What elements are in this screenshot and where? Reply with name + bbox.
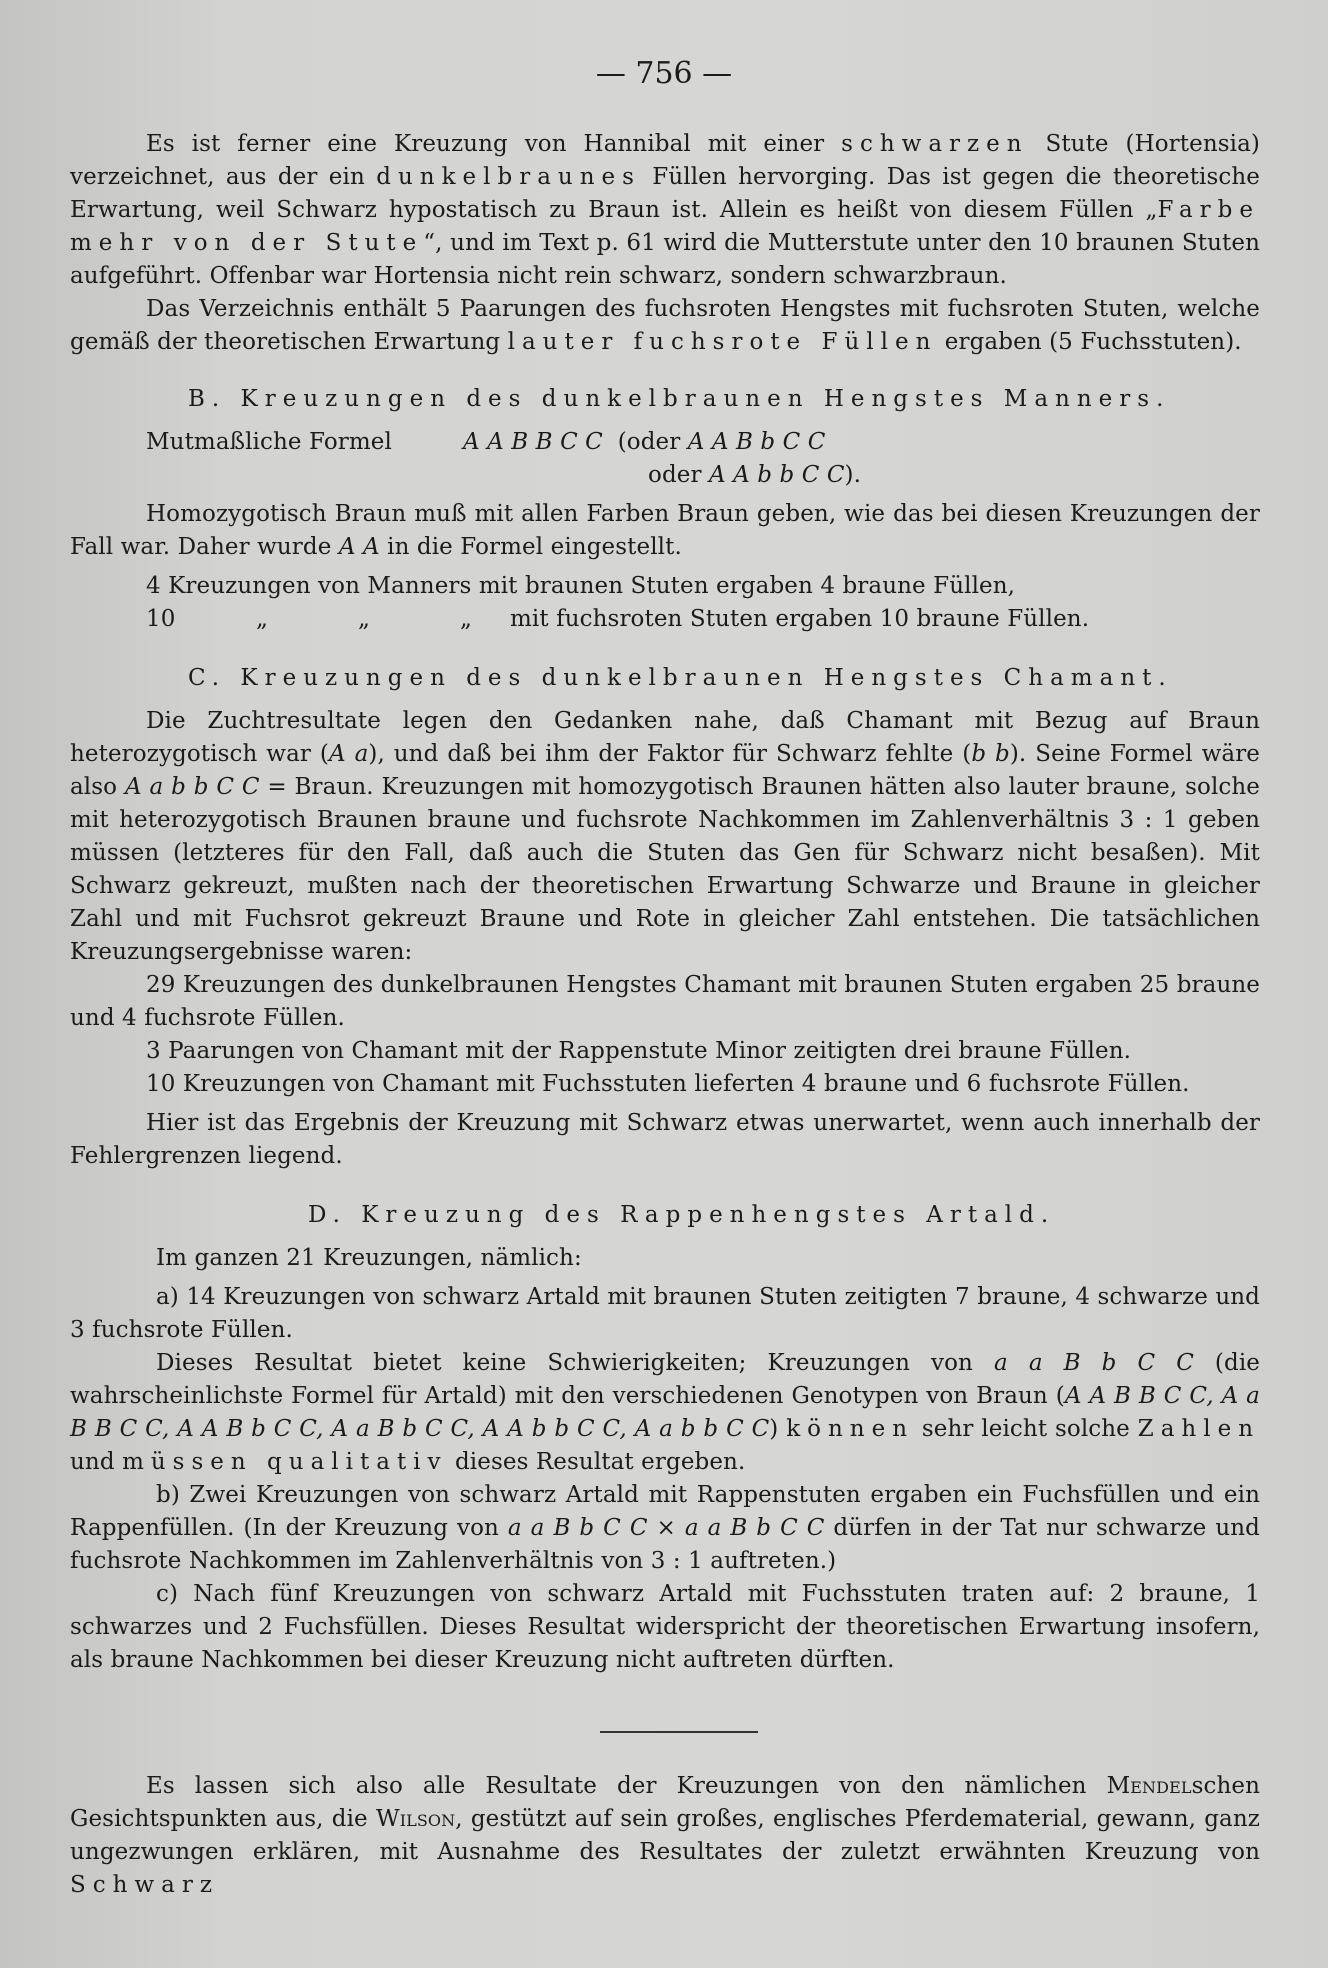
paragraph-fuchsrot: Das Verzeichnis enthält 5 Paarungen des fuchsroten Hengstes mit fuchsroten Stuten, welche gemäß der theoretischen Erwartung lauter fuchsrote Füllen ergaben (5 Fuchsstuten). (70, 296, 1260, 355)
conclusion-column (70, 1770, 1260, 1902)
result-manners-1: 4 Kreuzungen von Manners mit braunen Stuten ergaben 4 braune Füllen, (146, 573, 1016, 599)
formula-label: Mutmaßliche Formel (146, 429, 392, 455)
paragraph-fehlergrenzen: Hier ist das Ergebnis der Kreuzung mit Schwarz etwas unerwartet, wenn auch innerhalb der Fehlergrenzen liegend. (70, 1110, 1260, 1169)
formula-row (70, 426, 1260, 459)
paragraph-homozygotisch: Homozygotisch Braun muß mit allen Farben Braun geben, wie das bei diesen Kreuzungen der Fall war. Daher wurde A A in die Formel eingestellt. (70, 501, 1260, 560)
text-column (70, 128, 1260, 1677)
heading-section-c: C. Kreuzungen des dunkelbraunen Hengstes Chamant. (188, 665, 1173, 691)
result-chamant-2: 3 Paarungen von Chamant mit der Rappenstute Minor zeitigten drei braune Füllen. (146, 1038, 1132, 1064)
page-number: — 756 — (595, 56, 733, 91)
paragraph-conclusion: Es lassen sich also alle Resultate der Kreuzungen von den nämlichen Mendelschen Gesichtspunkten aus, die Wilson, gestützt auf sein großes, englisches Pferdematerial, gewann, ganz ungezwungen erklären, mit Ausnahme des Resultates der zuletzt erwähnten Kreuzung von Schwarz (70, 1773, 1260, 1898)
result-manners-2: 10 „ „ „ mit fuchsroten Stuten ergaben 10 braune Füllen. (146, 606, 1090, 632)
item-a: a) 14 Kreuzungen von schwarz Artald mit braunen Stuten zeitigten 7 braune, 4 schwarze und 3 fuchsrote Füllen. (70, 1284, 1260, 1343)
paragraph-intro-d: Im ganzen 21 Kreuzungen, nämlich: (156, 1245, 582, 1271)
item-a-note: Dieses Resultat bietet keine Schwierigkeiten; Kreuzungen von a a B b C C (die wahrscheinlichste Formel für Artald) mit den verschiedenen Genotypen von Braun (A A B B C C, A a B B C C, A A B b C C, A a B b C C, A A b b C C, A a b b C C) können sehr leicht solche Zahlen und müssen qualitativ dieses Resultat ergeben. (70, 1350, 1261, 1475)
formula-manners: A A B B C C (oder A A B b C C (463, 429, 826, 455)
heading-section-d: D. Kreuzung des Rappenhengstes Artald. (308, 1202, 1056, 1228)
formula-alternative: oder A A b b C C). (648, 462, 862, 488)
item-c: c) Nach fünf Kreuzungen von schwarz Artald mit Fuchsstuten traten auf: 2 braune, 1 schwarzes und 2 Fuchsfüllen. Dieses Resultat widerspricht der theoretischen Erwartung insofern, als braune Nachkommen bei dieser Kreuzung nicht auftreten dürften. (70, 1581, 1260, 1673)
heading-section-b: B. Kreuzungen des dunkelbraunen Hengstes Manners. (188, 386, 1171, 412)
item-b: b) Zwei Kreuzungen von schwarz Artald mit Rappenstuten ergaben ein Fuchsfüllen und ein Rappenfüllen. (In der Kreuzung von a a B b C C × a a B b C C dürfen in der Tat nur schwarze und fuchsrote Nachkommen im Zahlenverhältnis von 3 : 1 auftreten.) (70, 1482, 1260, 1574)
result-chamant-1: 29 Kreuzungen des dunkelbraunen Hengstes Chamant mit braunen Stuten ergaben 25 braune und 4 fuchsrote Füllen. (70, 972, 1260, 1031)
result-chamant-3: 10 Kreuzungen von Chamant mit Fuchsstuten lieferten 4 braune und 6 fuchsrote Füllen. (146, 1071, 1190, 1097)
paragraph-chamant: Die Zuchtresultate legen den Gedanken nahe, daß Chamant mit Bezug auf Braun heterozygotisch war (A a), und daß bei ihm der Faktor für Schwarz fehlte (b b). Seine Formel wäre also A a b b C C = Braun. Kreuzungen mit homozygotisch Braunen hätten also lauter braune, solche mit heterozygotisch Braunen braune und fuchsrote Nachkommen im Zahlenverhältnis 3 : 1 geben müssen (letzteres für den Fall, daß auch die Stuten das Gen für Schwarz nicht besaßen). Mit Schwarz gekreuzt, mußten nach der theoretischen Erwartung Schwarze und Braune in gleicher Zahl und mit Fuchsrot gekreuzt Braune und Rote in gleicher Zahl entstehen. Die tatsächlichen Kreuzungsergebnisse waren: (70, 708, 1261, 965)
paragraph-hortensia: Es ist ferner eine Kreuzung von Hannibal mit einer schwarzen Stute (Hortensia) verzeichnet, aus der ein dunkelbraunes Füllen hervorging. Das ist gegen die theoretische Erwartung, weil Schwarz hypostatisch zu Braun ist. Allein es heißt von diesem Füllen „Farbe mehr von der Stute“, und im Text p. 61 wird die Mutterstute unter den 10 braunen Stuten aufgeführt. Offenbar war Hortensia nicht rein schwarz, sondern schwarzbraun. (70, 131, 1260, 289)
section-divider (600, 1731, 758, 1733)
